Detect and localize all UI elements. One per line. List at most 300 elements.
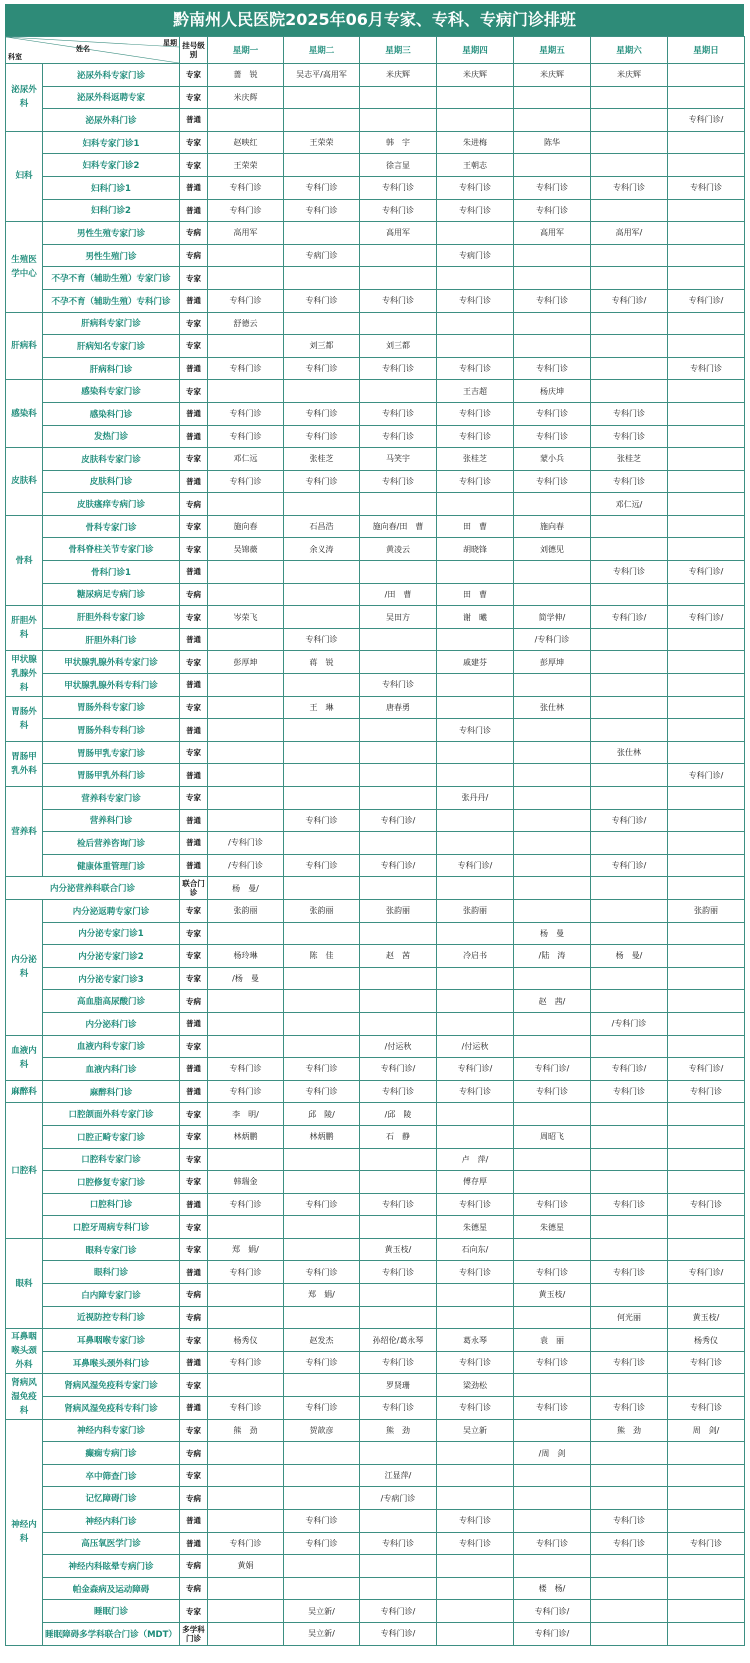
schedule-cell	[208, 1306, 284, 1329]
schedule-cell: 专科门诊	[208, 357, 284, 380]
schedule-cell	[668, 922, 745, 945]
schedule-cell	[360, 1012, 437, 1035]
schedule-cell	[437, 741, 514, 764]
schedule-cell	[437, 561, 514, 584]
schedule-cell: 专科门诊	[437, 1261, 514, 1284]
schedule-cell: 专科门诊	[284, 425, 360, 448]
schedule-cell	[668, 809, 745, 832]
table-row	[6, 583, 745, 606]
schedule-cell: /陆 涛	[514, 945, 591, 968]
schedule-cell: 陈华	[514, 131, 591, 154]
schedule-cell: 专科门诊/	[668, 561, 745, 584]
schedule-cell	[514, 764, 591, 787]
schedule-cell: 张韵丽	[437, 899, 514, 922]
schedule-cell: 张桂芝	[591, 448, 668, 471]
schedule-cell: 专科门诊	[591, 1261, 668, 1284]
clinic-name: 皮肤瘙痒专病门诊	[43, 493, 180, 516]
schedule-cell	[514, 1035, 591, 1058]
clinic-name: 内分泌专家门诊1	[43, 922, 180, 945]
schedule-cell	[668, 402, 745, 425]
schedule-cell: 张桂芝	[284, 448, 360, 471]
table-row	[6, 1622, 745, 1645]
schedule-cell: 专科门诊	[360, 1351, 437, 1374]
schedule-cell: 专科门诊	[284, 809, 360, 832]
schedule-cell: /专病门诊	[360, 1487, 437, 1510]
table-row	[6, 425, 745, 448]
schedule-cell	[360, 741, 437, 764]
schedule-cell	[208, 1464, 284, 1487]
level-cell: 普通	[180, 764, 208, 787]
schedule-cell	[284, 1374, 360, 1397]
schedule-cell: 韩 宇	[360, 131, 437, 154]
level-cell: 普通	[180, 1532, 208, 1555]
schedule-cell: 专科门诊	[360, 357, 437, 380]
schedule-cell	[668, 741, 745, 764]
schedule-cell: 黄玉枝/	[360, 1238, 437, 1261]
schedule-cell	[591, 696, 668, 719]
table-row	[6, 1351, 745, 1374]
schedule-cell	[208, 1600, 284, 1623]
table-row	[6, 222, 745, 245]
schedule-cell: 米庆辉	[514, 64, 591, 87]
schedule-cell	[668, 86, 745, 109]
schedule-cell: 田 曹	[437, 583, 514, 606]
level-cell: 专家	[180, 1216, 208, 1239]
schedule-cell: 专科门诊	[514, 1397, 591, 1420]
schedule-cell: 专科门诊/	[437, 854, 514, 877]
level-cell: 专家	[180, 538, 208, 561]
schedule-cell: 赵 茜/	[514, 990, 591, 1013]
schedule-cell	[208, 1284, 284, 1307]
schedule-cell	[284, 561, 360, 584]
schedule-cell: 杨秀仪	[208, 1329, 284, 1352]
schedule-cell	[284, 86, 360, 109]
schedule-cell: 专科门诊	[208, 402, 284, 425]
clinic-name: 不孕不育（辅助生殖）专科门诊	[43, 289, 180, 312]
schedule-cell	[591, 1284, 668, 1307]
schedule-cell	[591, 990, 668, 1013]
schedule-cell	[437, 1012, 514, 1035]
clinic-name: 肾病风湿免疫科专家门诊	[43, 1374, 180, 1397]
clinic-name: 胃肠外科专科门诊	[43, 719, 180, 742]
schedule-cell: 专科门诊	[284, 1261, 360, 1284]
schedule-cell: 刘三都	[284, 335, 360, 358]
schedule-cell	[437, 1103, 514, 1126]
schedule-cell	[360, 922, 437, 945]
schedule-cell: 张丹丹/	[437, 787, 514, 810]
schedule-cell	[668, 674, 745, 697]
schedule-cell	[284, 990, 360, 1013]
clinic-name: 内分泌返聘专家门诊	[43, 899, 180, 922]
level-cell: 普通	[180, 425, 208, 448]
schedule-cell: 杨秀仪	[668, 1329, 745, 1352]
level-cell: 专家	[180, 899, 208, 922]
schedule-cell: 专科门诊	[591, 561, 668, 584]
schedule-cell: 贺歆彦	[284, 1419, 360, 1442]
level-cell: 专家	[180, 945, 208, 968]
level-header: 挂号级别	[180, 37, 208, 64]
table-row	[6, 561, 745, 584]
schedule-cell: 熊 劲	[591, 1419, 668, 1442]
table-row	[6, 131, 745, 154]
schedule-cell	[360, 1171, 437, 1194]
clinic-name: 癫痫专病门诊	[43, 1442, 180, 1465]
clinic-name: 肝胆外科专家门诊	[43, 606, 180, 629]
schedule-cell: 邱 陵/	[284, 1103, 360, 1126]
level-cell: 专病	[180, 583, 208, 606]
schedule-cell: 张桂芝	[437, 448, 514, 471]
table-row	[6, 809, 745, 832]
schedule-cell	[668, 583, 745, 606]
table-row	[6, 380, 745, 403]
table-row	[6, 764, 745, 787]
schedule-cell: 黄玉枝/	[514, 1284, 591, 1307]
clinic-name: 骨科脊柱关节专家门诊	[43, 538, 180, 561]
clinic-name: 皮肤科专家门诊	[43, 448, 180, 471]
department-name: 肝病科	[6, 312, 43, 380]
schedule-cell: 专科门诊	[437, 1397, 514, 1420]
clinic-name: 皮肤科门诊	[43, 470, 180, 493]
department-name: 营养科	[6, 787, 43, 877]
clinic-name: 营养科专家门诊	[43, 787, 180, 810]
table-row	[6, 244, 745, 267]
schedule-cell	[360, 109, 437, 132]
schedule-cell	[668, 493, 745, 516]
schedule-cell: 专科门诊	[514, 1532, 591, 1555]
schedule-cell: 专科门诊	[591, 1510, 668, 1533]
level-cell: 专家	[180, 1374, 208, 1397]
schedule-cell	[591, 515, 668, 538]
level-cell: 专病	[180, 222, 208, 245]
level-cell: 普通	[180, 719, 208, 742]
clinic-name: 眼科专家门诊	[43, 1238, 180, 1261]
schedule-cell	[514, 719, 591, 742]
header-row	[6, 37, 745, 64]
schedule-cell: 专科门诊	[208, 425, 284, 448]
schedule-cell	[668, 1487, 745, 1510]
schedule-cell	[208, 380, 284, 403]
schedule-cell	[284, 764, 360, 787]
clinic-name: 妇科门诊2	[43, 199, 180, 222]
day-header: 星期四	[437, 37, 514, 64]
department-name: 耳鼻咽喉头颈外科	[6, 1329, 43, 1374]
schedule-cell	[208, 764, 284, 787]
clinic-name: 泌尿外科门诊	[43, 109, 180, 132]
schedule-cell: 专科门诊	[284, 357, 360, 380]
schedule-cell: 刘德见	[514, 538, 591, 561]
schedule-cell: 高用军/	[591, 222, 668, 245]
schedule-cell: 吴锦薇	[208, 538, 284, 561]
level-cell: 专病	[180, 1577, 208, 1600]
schedule-cell: 王荣荣	[284, 131, 360, 154]
table-row	[6, 1284, 745, 1307]
schedule-cell: 专科门诊	[208, 1058, 284, 1081]
schedule-cell	[591, 651, 668, 674]
schedule-cell: 专科门诊/	[591, 854, 668, 877]
schedule-cell	[668, 1035, 745, 1058]
level-cell: 普通	[180, 1080, 208, 1103]
schedule-cell: 江显萍/	[360, 1464, 437, 1487]
table-row	[6, 1442, 745, 1465]
table-row	[6, 990, 745, 1013]
schedule-cell: 张韵丽	[284, 899, 360, 922]
level-cell: 专家	[180, 1035, 208, 1058]
schedule-cell	[514, 86, 591, 109]
schedule-cell: 专科门诊/	[591, 289, 668, 312]
clinic-name: 血液内科门诊	[43, 1058, 180, 1081]
schedule-cell	[668, 628, 745, 651]
table-row	[6, 448, 745, 471]
schedule-cell: 专科门诊/	[437, 1058, 514, 1081]
table-row	[6, 1261, 745, 1284]
level-cell: 专家	[180, 967, 208, 990]
schedule-cell	[284, 1171, 360, 1194]
schedule-cell	[668, 651, 745, 674]
level-cell: 专家	[180, 1103, 208, 1126]
table-row	[6, 402, 745, 425]
level-cell: 专家	[180, 651, 208, 674]
schedule-cell: 专科门诊	[284, 199, 360, 222]
table-row	[6, 877, 745, 900]
table-row	[6, 606, 745, 629]
day-header: 星期三	[360, 37, 437, 64]
schedule-cell: 专科门诊	[591, 402, 668, 425]
table-row	[6, 1487, 745, 1510]
clinic-name: 白内障专家门诊	[43, 1284, 180, 1307]
level-cell: 普通	[180, 628, 208, 651]
schedule-cell: 施向春	[514, 515, 591, 538]
schedule-cell: 赵映红	[208, 131, 284, 154]
schedule-cell	[591, 787, 668, 810]
schedule-cell: 专科门诊	[284, 1351, 360, 1374]
schedule-cell	[437, 674, 514, 697]
schedule-cell: 专科门诊	[360, 1193, 437, 1216]
schedule-cell: 专科门诊	[284, 1193, 360, 1216]
table-row	[6, 312, 745, 335]
schedule-cell	[284, 1012, 360, 1035]
table-row	[6, 64, 745, 87]
schedule-cell: 专科门诊	[514, 425, 591, 448]
level-cell: 专病	[180, 244, 208, 267]
schedule-cell: 专科门诊/	[514, 1622, 591, 1645]
schedule-cell	[591, 877, 668, 900]
department-name: 肝胆外科	[6, 606, 43, 651]
department-name: 泌尿外科	[6, 64, 43, 132]
schedule-cell: 周 剑/	[668, 1419, 745, 1442]
schedule-cell: 专科门诊	[514, 199, 591, 222]
schedule-cell	[360, 651, 437, 674]
schedule-cell	[668, 877, 745, 900]
schedule-cell	[284, 267, 360, 290]
table-row	[6, 1329, 745, 1352]
schedule-cell	[284, 1577, 360, 1600]
schedule-cell: 杨 曼	[514, 922, 591, 945]
schedule-cell	[668, 1125, 745, 1148]
schedule-cell	[591, 674, 668, 697]
clinic-name: 骨科门诊1	[43, 561, 180, 584]
schedule-cell	[360, 787, 437, 810]
schedule-cell	[591, 1103, 668, 1126]
clinic-name: 口腔牙周病专科门诊	[43, 1216, 180, 1239]
level-cell: 专家	[180, 1464, 208, 1487]
level-cell: 专家	[180, 515, 208, 538]
schedule-cell	[668, 787, 745, 810]
schedule-cell	[514, 854, 591, 877]
corner-dept-label: 科室	[8, 53, 22, 61]
schedule-cell	[668, 64, 745, 87]
schedule-cell	[514, 832, 591, 855]
table-row	[6, 674, 745, 697]
schedule-cell: 王荣荣	[208, 154, 284, 177]
schedule-cell: 专科门诊	[208, 176, 284, 199]
schedule-cell: 刘三都	[360, 335, 437, 358]
clinic-name: 营养科门诊	[43, 809, 180, 832]
clinic-name: 睡眠障碍多学科联合门诊（MDT）	[43, 1622, 180, 1645]
schedule-cell: 专科门诊	[360, 289, 437, 312]
schedule-cell: 专科门诊	[208, 1193, 284, 1216]
schedule-cell: 专科门诊	[284, 854, 360, 877]
department-name: 骨科	[6, 515, 43, 605]
schedule-cell	[437, 1622, 514, 1645]
schedule-cell	[284, 674, 360, 697]
schedule-cell: 专科门诊	[284, 1532, 360, 1555]
schedule-cell: 杨 曼/	[208, 877, 284, 900]
clinic-name: 口腔修复专家门诊	[43, 1171, 180, 1194]
table-row	[6, 741, 745, 764]
level-cell: 专家	[180, 696, 208, 719]
schedule-cell	[591, 1374, 668, 1397]
schedule-cell	[668, 380, 745, 403]
schedule-cell: 朱德星	[514, 1216, 591, 1239]
level-cell: 普通	[180, 561, 208, 584]
schedule-cell: 专科门诊	[360, 402, 437, 425]
schedule-cell	[591, 899, 668, 922]
schedule-cell: 专科门诊	[284, 1080, 360, 1103]
schedule-cell	[668, 1103, 745, 1126]
schedule-cell	[208, 741, 284, 764]
schedule-cell: 葛永琴	[437, 1329, 514, 1352]
schedule-cell: /专科门诊	[208, 832, 284, 855]
schedule-cell: /周 剑	[514, 1442, 591, 1465]
table-row	[6, 1103, 745, 1126]
schedule-cell: 专科门诊	[360, 470, 437, 493]
schedule-cell: 专科门诊/	[360, 854, 437, 877]
clinic-name: 妇科门诊1	[43, 176, 180, 199]
table-row	[6, 1306, 745, 1329]
clinic-name: 甲状腺乳腺外科专家门诊	[43, 651, 180, 674]
clinic-name: 健康体重管理门诊	[43, 854, 180, 877]
schedule-cell	[591, 1577, 668, 1600]
schedule-cell: 专科门诊	[591, 1397, 668, 1420]
schedule-cell: 专科门诊	[208, 1351, 284, 1374]
schedule-cell: 专科门诊/	[668, 109, 745, 132]
schedule-cell: 石向东/	[437, 1238, 514, 1261]
schedule-cell	[360, 1306, 437, 1329]
schedule-cell: 专病门诊	[284, 244, 360, 267]
schedule-cell	[668, 1148, 745, 1171]
schedule-cell: 专科门诊	[437, 199, 514, 222]
schedule-cell	[360, 990, 437, 1013]
clinic-name: 肾病风湿免疫科专科门诊	[43, 1397, 180, 1420]
schedule-cell: 专科门诊	[437, 1193, 514, 1216]
schedule-cell	[514, 267, 591, 290]
level-cell: 多学科门诊	[180, 1622, 208, 1645]
level-cell: 专家	[180, 267, 208, 290]
schedule-cell	[514, 1555, 591, 1578]
schedule-cell	[284, 1216, 360, 1239]
schedule-cell	[668, 1238, 745, 1261]
level-cell: 专家	[180, 1171, 208, 1194]
schedule-cell	[514, 1171, 591, 1194]
clinic-name: 感染科门诊	[43, 402, 180, 425]
level-cell: 专病	[180, 990, 208, 1013]
schedule-cell	[360, 967, 437, 990]
schedule-cell	[437, 1125, 514, 1148]
schedule-cell: 专科门诊	[668, 1080, 745, 1103]
schedule-cell: 熊 劲	[360, 1419, 437, 1442]
level-cell: 普通	[180, 674, 208, 697]
table-row	[6, 628, 745, 651]
schedule-cell: 专科门诊	[284, 470, 360, 493]
schedule-cell	[284, 787, 360, 810]
schedule-cell: 专科门诊	[284, 289, 360, 312]
schedule-cell	[514, 741, 591, 764]
schedule-cell	[591, 1555, 668, 1578]
schedule-cell	[360, 1510, 437, 1533]
clinic-name: 内分泌专家门诊2	[43, 945, 180, 968]
schedule-cell: 吴立新/	[284, 1600, 360, 1623]
schedule-cell	[668, 131, 745, 154]
schedule-cell	[668, 312, 745, 335]
schedule-cell	[208, 109, 284, 132]
level-cell: 专家	[180, 1419, 208, 1442]
schedule-cell: 谢 曦	[437, 606, 514, 629]
schedule-cell: /邱 陵	[360, 1103, 437, 1126]
schedule-cell	[668, 1171, 745, 1194]
schedule-cell	[514, 109, 591, 132]
schedule-cell: 杨庆坤	[514, 380, 591, 403]
schedule-cell	[668, 854, 745, 877]
schedule-cell	[360, 1216, 437, 1239]
schedule-cell: 专科门诊	[208, 470, 284, 493]
schedule-cell	[360, 380, 437, 403]
schedule-cell	[284, 1555, 360, 1578]
table-row	[6, 1397, 745, 1420]
corner-weekday-label: 星期	[163, 39, 177, 47]
schedule-cell	[591, 154, 668, 177]
schedule-cell: 岑荣飞	[208, 606, 284, 629]
clinic-name: 口腔正畸专家门诊	[43, 1125, 180, 1148]
schedule-cell	[591, 1035, 668, 1058]
table-row	[6, 1464, 745, 1487]
schedule-cell: 林炳鹏	[284, 1125, 360, 1148]
clinic-name: 糖尿病足专病门诊	[43, 583, 180, 606]
schedule-cell: 专科门诊	[591, 1532, 668, 1555]
schedule-cell: 胡晓锋	[437, 538, 514, 561]
schedule-cell	[208, 1216, 284, 1239]
schedule-cell: 专科门诊	[360, 1532, 437, 1555]
schedule-cell	[284, 493, 360, 516]
schedule-cell: 专科门诊	[591, 176, 668, 199]
schedule-cell: 专科门诊	[208, 199, 284, 222]
schedule-cell	[208, 809, 284, 832]
clinic-name: 内分泌专家门诊3	[43, 967, 180, 990]
schedule-cell	[668, 199, 745, 222]
schedule-cell: 米庆辉	[591, 64, 668, 87]
level-cell: 专家	[180, 1125, 208, 1148]
schedule-cell: 专科门诊/	[591, 809, 668, 832]
schedule-cell	[514, 674, 591, 697]
